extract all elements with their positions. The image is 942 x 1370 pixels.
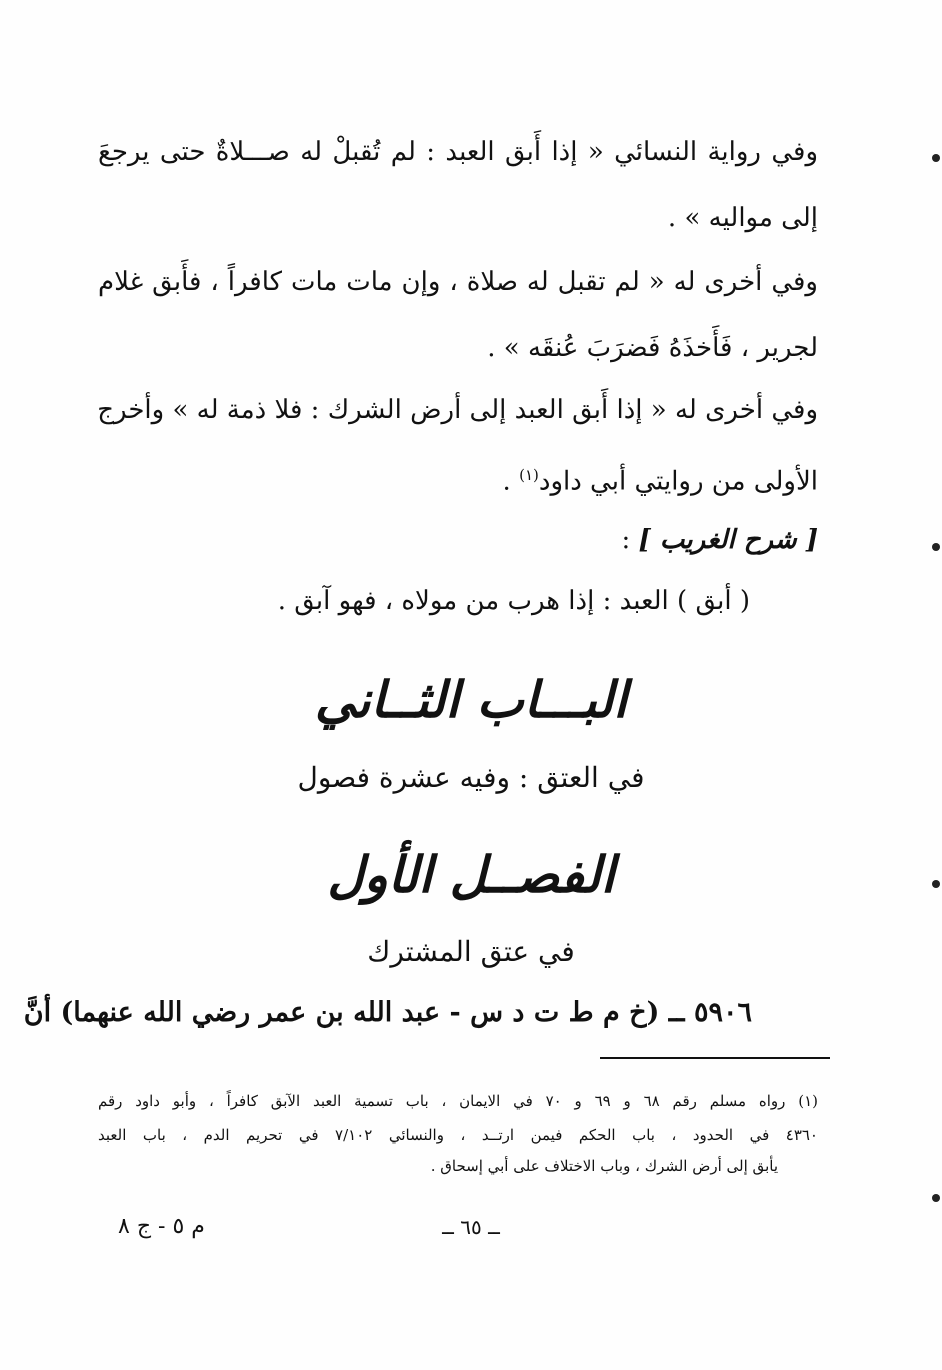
text-line-6-end: .: [502, 466, 520, 497]
text-line-4: لجرير ، فَأَخذَهُ فَضرَبَ عُنقَه » .: [487, 333, 818, 363]
margin-mark: [932, 1194, 940, 1202]
text-line-6: [503, 455, 818, 502]
text-line-2: إلى مواليه » .: [667, 203, 818, 233]
footnote-line-2: ٤٣٦٠ في الحدود ، باب الحكم فيمن ارتــد ، والنسائي ٧/١٠٢ في تحريم الدم ، باب العبد: [98, 1126, 818, 1144]
margin-mark: [932, 154, 940, 162]
chapter-title: البـــاب الثــاني: [314, 670, 628, 729]
margin-mark: [932, 543, 940, 551]
chapter-subtitle: في العتق : وفيه عشرة فصول: [297, 761, 645, 794]
gharib-definition: ( أبق ) العبد : إذا هرب من مولاه ، فهو آبق .: [277, 586, 750, 616]
footnote-separator: [600, 1057, 830, 1059]
printer-signature: م ٥ - ج ٨: [118, 1214, 205, 1239]
section-subtitle: في عتق المشترك: [367, 935, 575, 968]
footnote-marker: (١): [519, 466, 539, 484]
gharib-heading-colon: :: [621, 525, 639, 555]
section-label-line: [621, 520, 818, 560]
hadith-heading: ٥٩٠٦ ــ (خ م ط ت د س - عبد الله بن عمر رضي الله عنهما) أنَّ: [23, 997, 752, 1028]
text-line-6-body: الأولى من روايتي أبي داود: [538, 466, 818, 497]
footnote-line-3: يأبق إلى أرض الشرك ، وباب الاختلاف على أبي إسحاق .: [430, 1157, 778, 1175]
margin-mark: [932, 880, 940, 888]
text-line-3: وفي أخرى له « لم تقبل له صلاة ، وإن مات مات كافراً ، فأَبق غلام: [98, 267, 818, 297]
section-title: الفصــل الأول: [327, 845, 615, 904]
page-number: ــ ٦٥ ــ: [442, 1215, 500, 1239]
gharib-heading: [ شرح الغريب ]: [638, 525, 818, 555]
footnote-line-1: (١) رواه مسلم رقم ٦٨ و ٦٩ و ٧٠ في الايمان ، باب تسمية العبد الآبق كافراً ، وأبو داود رقم: [98, 1092, 818, 1110]
text-line-5: وفي أخرى له « إذا أَبق العبد إلى أرض الشرك : فلا ذمة له » وأخرج: [97, 395, 818, 425]
text-line-1: وفي رواية النسائي « إذا أَبق العبد : لم تُقبلْ له صـــلاةٌ حتى يرجعَ: [98, 137, 818, 167]
